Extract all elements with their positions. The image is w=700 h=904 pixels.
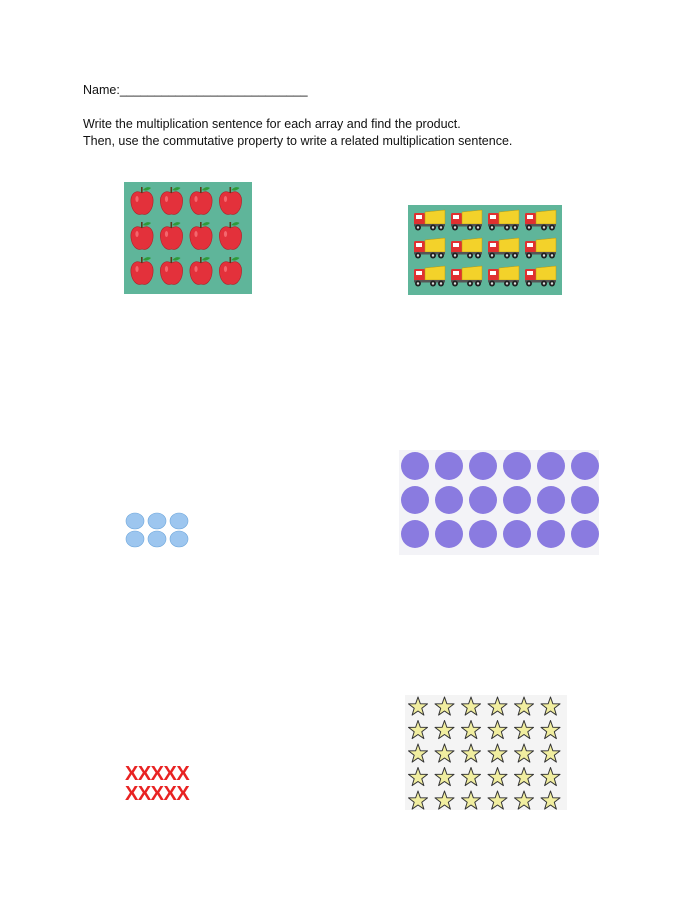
- apple-array: [124, 182, 252, 294]
- purple-dot: [401, 520, 429, 548]
- purple-dot: [435, 486, 463, 514]
- apple-icon: [131, 257, 153, 284]
- purple-dot: [571, 486, 599, 514]
- star-icon: [461, 744, 480, 762]
- apple-icon: [160, 257, 182, 284]
- truck-icon: [525, 238, 556, 259]
- star-icon: [435, 744, 454, 762]
- purple-dot: [469, 520, 497, 548]
- star-icon: [488, 697, 507, 715]
- star-icon: [541, 721, 560, 739]
- truck-icon: [414, 238, 445, 259]
- apple-icon: [219, 257, 241, 284]
- purple-dot-array: [399, 450, 599, 555]
- star-icon: [461, 697, 480, 715]
- star-icon: [435, 721, 454, 739]
- truck-icon: [488, 210, 519, 231]
- blue-dot-array: [125, 512, 191, 548]
- star-icon: [488, 721, 507, 739]
- star-icon: [514, 721, 533, 739]
- star-icon: [514, 791, 533, 809]
- blue-dot: [170, 531, 188, 547]
- star-icon: [435, 791, 454, 809]
- star-icon: [408, 744, 427, 762]
- star-icon: [488, 791, 507, 809]
- apple-icon: [160, 222, 182, 249]
- purple-dot: [435, 452, 463, 480]
- purple-dot: [571, 520, 599, 548]
- apple-icon: [160, 187, 182, 214]
- x-row: XXXXX: [125, 763, 190, 785]
- star-icon: [514, 768, 533, 786]
- purple-dot: [435, 520, 463, 548]
- star-icon: [461, 721, 480, 739]
- purple-dot: [503, 486, 531, 514]
- instruction-line-1: Write the multiplication sentence for each array and find the product.: [83, 117, 461, 131]
- purple-dot: [503, 520, 531, 548]
- truck-icon: [451, 266, 482, 287]
- apple-array-graphic: [124, 182, 252, 294]
- apple-icon: [131, 187, 153, 214]
- star-icon: [408, 721, 427, 739]
- star-icon: [488, 744, 507, 762]
- star-icon: [514, 744, 533, 762]
- truck-icon: [451, 238, 482, 259]
- apple-icon: [190, 222, 212, 249]
- truck-icon: [414, 266, 445, 287]
- apple-icon: [190, 257, 212, 284]
- apple-icon: [219, 222, 241, 249]
- red-x-array: [125, 764, 217, 806]
- purple-dot: [469, 452, 497, 480]
- purple-dot: [537, 520, 565, 548]
- purple-dot: [571, 452, 599, 480]
- truck-icon: [488, 238, 519, 259]
- star-icon: [488, 768, 507, 786]
- purple-dot: [537, 486, 565, 514]
- star-icon: [461, 768, 480, 786]
- truck-icon: [451, 210, 482, 231]
- instruction-line-2: Then, use the commutative property to write a related multiplication sentence.: [83, 134, 513, 148]
- apple-icon: [219, 187, 241, 214]
- star-icon: [408, 791, 427, 809]
- star-icon: [541, 697, 560, 715]
- star-icon: [541, 744, 560, 762]
- purple-dot: [401, 486, 429, 514]
- purple-dot-array-graphic: [399, 450, 599, 555]
- apple-icon: [190, 187, 212, 214]
- purple-dot: [503, 452, 531, 480]
- star-icon: [408, 768, 427, 786]
- blue-dot: [148, 513, 166, 529]
- apple-icon: [131, 222, 153, 249]
- star-icon: [541, 791, 560, 809]
- star-icon: [435, 697, 454, 715]
- blue-dot: [170, 513, 188, 529]
- truck-icon: [488, 266, 519, 287]
- blue-dot: [148, 531, 166, 547]
- truck-icon: [525, 210, 556, 231]
- blue-dot: [126, 513, 144, 529]
- star-icon: [461, 791, 480, 809]
- star-array: [405, 695, 567, 810]
- star-icon: [408, 697, 427, 715]
- star-icon: [541, 768, 560, 786]
- purple-dot: [537, 452, 565, 480]
- truck-array: [408, 205, 562, 295]
- star-icon: [435, 768, 454, 786]
- purple-dot: [401, 452, 429, 480]
- purple-dot: [469, 486, 497, 514]
- name-line: Name:___________________________: [83, 83, 308, 97]
- blue-dot: [126, 531, 144, 547]
- star-array-graphic: [405, 695, 567, 810]
- star-icon: [514, 697, 533, 715]
- blue-dot-array-graphic: [125, 512, 191, 548]
- truck-icon: [414, 210, 445, 231]
- truck-array-graphic: [408, 205, 562, 295]
- x-row: XXXXX: [125, 783, 190, 805]
- truck-icon: [525, 266, 556, 287]
